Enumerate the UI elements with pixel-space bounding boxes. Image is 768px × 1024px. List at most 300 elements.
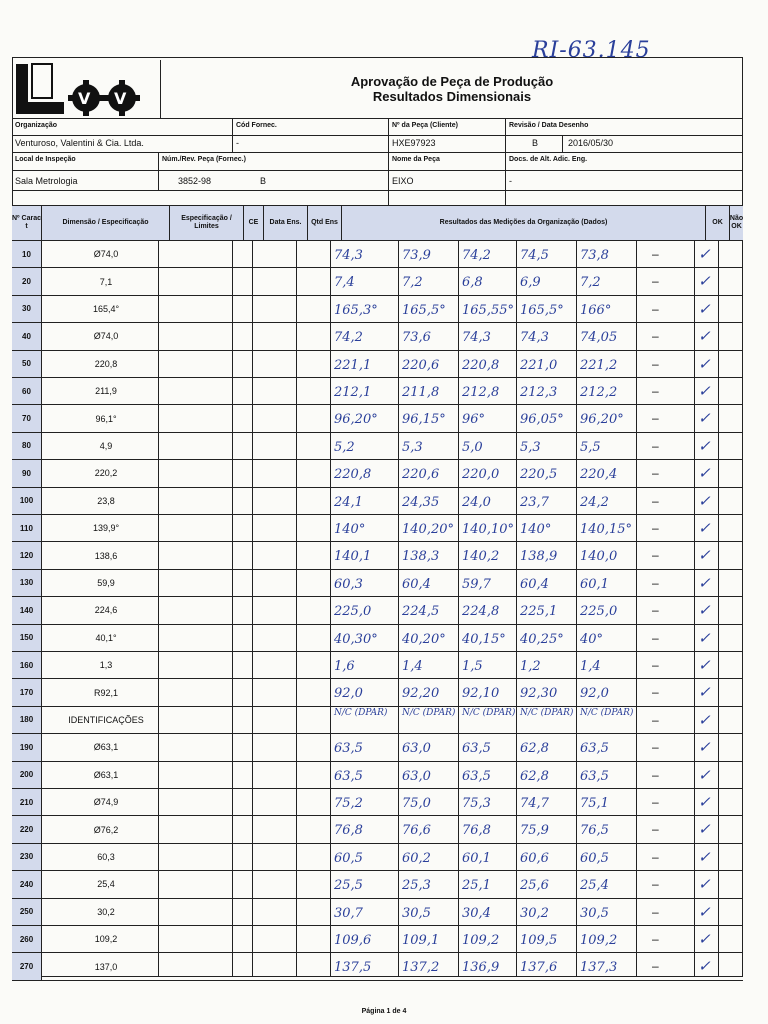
ok-check-icon: ✓ bbox=[698, 875, 711, 894]
measurement-value: 63,5 bbox=[334, 741, 363, 757]
measurement-value: 212,1 bbox=[334, 385, 372, 400]
data-desenho-value: 2016/05/30 bbox=[568, 138, 614, 148]
carac-number: 30 bbox=[12, 296, 42, 322]
dimension-spec: 7,1 bbox=[99, 276, 113, 287]
table-row bbox=[12, 707, 743, 734]
measurement-value: 74,05 bbox=[580, 330, 618, 346]
carac-number: 200 bbox=[12, 762, 42, 788]
dimension-spec: Ø74,0 bbox=[93, 331, 119, 342]
measurement-value: 96,20° bbox=[334, 412, 378, 428]
title-box bbox=[160, 60, 743, 118]
separator-dash: – bbox=[652, 849, 659, 864]
table-row bbox=[12, 734, 743, 761]
carac-number: 220 bbox=[12, 816, 42, 842]
measurement-value: 59,7 bbox=[462, 576, 491, 592]
measurement-value: 23,7 bbox=[520, 494, 549, 510]
carac-number: 250 bbox=[12, 899, 42, 925]
carac-number: 60 bbox=[12, 378, 42, 404]
separator-dash: – bbox=[652, 384, 659, 398]
separator-dash: – bbox=[652, 658, 659, 672]
carac-number: 130 bbox=[12, 570, 42, 596]
measurement-value: 92,0 bbox=[334, 686, 363, 702]
table-row bbox=[12, 351, 743, 378]
col-nao-ok: Não OK bbox=[729, 214, 744, 230]
separator-dash: – bbox=[652, 521, 659, 535]
measurement-value: 221,0 bbox=[520, 357, 558, 373]
ok-check-icon: ✓ bbox=[698, 793, 711, 811]
measurement-value: 225,0 bbox=[580, 604, 618, 620]
measurement-value: 109,5 bbox=[520, 933, 558, 948]
measurement-value: 165,5° bbox=[520, 302, 564, 318]
carac-number: 90 bbox=[12, 460, 42, 486]
carac-number: 50 bbox=[12, 351, 42, 377]
dimension-spec: 139,9° bbox=[92, 523, 120, 534]
measurement-value: 212,3 bbox=[520, 385, 558, 400]
measurement-value: 5,3 bbox=[520, 439, 541, 455]
table-row bbox=[12, 816, 743, 843]
measurement-value: 60,3 bbox=[334, 576, 363, 592]
col-ce: CE bbox=[244, 206, 264, 240]
table-row bbox=[12, 679, 743, 706]
measurement-value: 109,1 bbox=[402, 933, 440, 948]
dimension-spec: 59,9 bbox=[97, 577, 115, 588]
col-dimensao: Dimensão / Especificação bbox=[42, 206, 170, 240]
separator-dash: – bbox=[652, 329, 659, 344]
measurement-value: 1,5 bbox=[462, 659, 483, 674]
measurement-value: 140,20° bbox=[402, 522, 454, 537]
ok-check-icon: ✓ bbox=[698, 546, 711, 565]
measurement-value: 138,3 bbox=[402, 549, 440, 565]
dimension-spec: 224,6 bbox=[94, 605, 118, 616]
measurement-value: 76,6 bbox=[402, 823, 431, 839]
carac-number: 20 bbox=[12, 268, 42, 294]
num-value: 3852-98 bbox=[178, 176, 212, 186]
measurement-value: N/C (DPAR) bbox=[462, 707, 516, 718]
measurement-value: 40,30° bbox=[334, 631, 378, 647]
measurement-value: 7,2 bbox=[580, 275, 601, 291]
measurement-value: 40,25° bbox=[520, 631, 564, 647]
measurement-value: 137,5 bbox=[334, 960, 372, 976]
separator-dash: – bbox=[652, 466, 659, 481]
col-data-ens: Data Ens. bbox=[264, 206, 308, 240]
dimension-spec: 109,2 bbox=[94, 934, 118, 945]
measurement-value: 211,8 bbox=[402, 385, 440, 400]
col-ok: OK bbox=[706, 206, 730, 240]
table-row bbox=[12, 953, 743, 980]
n-peca-value: HXE97923 bbox=[392, 138, 436, 148]
dimension-spec: 220,8 bbox=[94, 358, 118, 369]
measurement-value: 75,1 bbox=[580, 796, 609, 811]
measurement-value: N/C (DPAR) bbox=[334, 707, 388, 718]
separator-dash: – bbox=[652, 438, 659, 453]
measurement-value: 5,5 bbox=[580, 439, 601, 455]
measurement-value: 165,3° bbox=[334, 302, 378, 318]
carac-number: 150 bbox=[12, 625, 42, 651]
measurement-value: 221,2 bbox=[580, 357, 618, 373]
table-row bbox=[12, 652, 743, 679]
cod-fornec-value: - bbox=[236, 138, 239, 148]
measurement-value: 225,0 bbox=[334, 604, 372, 620]
separator-dash: – bbox=[652, 274, 659, 289]
measurement-value: 25,5 bbox=[334, 878, 363, 894]
measurement-value: 75,9 bbox=[520, 823, 549, 839]
dimension-spec: 25,4 bbox=[97, 879, 115, 890]
separator-dash: – bbox=[652, 877, 659, 892]
dimension-spec: 137,0 bbox=[94, 961, 118, 972]
carac-number: 110 bbox=[12, 515, 42, 541]
measurement-value: 30,2 bbox=[520, 905, 549, 921]
measurement-value: 137,2 bbox=[402, 960, 440, 976]
carac-number: 10 bbox=[12, 241, 42, 267]
separator-dash: – bbox=[652, 904, 659, 919]
dimension-spec: 1,3 bbox=[99, 660, 113, 671]
measurement-value: 7,4 bbox=[334, 275, 355, 291]
carac-number: 40 bbox=[12, 323, 42, 349]
n-peca-label: Nº da Peça (Cliente) bbox=[392, 122, 458, 129]
measurement-value: 60,1 bbox=[462, 850, 491, 866]
ok-check-icon: ✓ bbox=[698, 738, 711, 757]
table-row bbox=[12, 460, 743, 487]
carac-number: 100 bbox=[12, 488, 42, 514]
dimension-spec: 211,9 bbox=[95, 386, 117, 397]
measurement-value: 24,2 bbox=[580, 494, 609, 510]
ok-check-icon: ✓ bbox=[698, 765, 711, 784]
dimension-spec: 96,1° bbox=[95, 413, 117, 424]
ok-check-icon: ✓ bbox=[698, 409, 711, 428]
carac-number: 120 bbox=[12, 542, 42, 568]
table-row bbox=[12, 296, 743, 323]
carac-number: 80 bbox=[12, 433, 42, 459]
measurement-value: 137,6 bbox=[520, 960, 558, 976]
table-row bbox=[12, 871, 743, 898]
measurement-value: 75,0 bbox=[402, 796, 431, 811]
docs-label: Docs. de Alt. Adic. Eng. bbox=[509, 156, 588, 163]
ok-check-icon: ✓ bbox=[698, 272, 711, 291]
revisao-label: Revisão / Data Desenho bbox=[509, 122, 589, 129]
measurement-value: 136,9 bbox=[462, 960, 500, 976]
col-num: Nº Carac t bbox=[12, 206, 42, 240]
separator-dash: – bbox=[652, 685, 659, 700]
dimension-spec: Ø63,1 bbox=[93, 769, 119, 780]
ok-check-icon: ✓ bbox=[698, 930, 711, 948]
measurement-value: 224,5 bbox=[402, 604, 440, 620]
measurement-value: 60,4 bbox=[520, 576, 549, 592]
measurement-value: 74,3 bbox=[520, 330, 549, 346]
ok-check-icon: ✓ bbox=[698, 656, 711, 674]
table-row bbox=[12, 762, 743, 789]
measurement-value: 63,5 bbox=[462, 741, 491, 757]
carac-number: 70 bbox=[12, 405, 42, 431]
ok-check-icon: ✓ bbox=[698, 601, 711, 620]
table-row bbox=[12, 405, 743, 432]
measurement-value: 1,4 bbox=[402, 659, 423, 674]
cod-fornec-label: Cód Fornec. bbox=[236, 122, 277, 129]
page-title: Aprovação de Peça de Produção bbox=[350, 74, 554, 89]
measurement-value: 96,20° bbox=[580, 412, 624, 428]
measurement-value: N/C (DPAR) bbox=[402, 707, 456, 718]
measurement-value: 40,15° bbox=[462, 631, 506, 647]
ok-check-icon: ✓ bbox=[698, 382, 711, 400]
ok-check-icon: ✓ bbox=[698, 354, 711, 373]
local-label: Local de Inspeção bbox=[15, 156, 76, 163]
svg-text:V: V bbox=[114, 89, 127, 108]
table-row bbox=[12, 378, 743, 405]
table-row bbox=[12, 542, 743, 569]
dimension-spec: Ø63,1 bbox=[93, 742, 119, 753]
measurement-value: 109,6 bbox=[334, 933, 372, 948]
measurement-value: 63,0 bbox=[402, 768, 431, 784]
measurement-value: 75,2 bbox=[334, 796, 363, 811]
measurement-value: 140,2 bbox=[462, 549, 500, 565]
rev-value: B bbox=[260, 176, 267, 186]
measurement-value: 220,6 bbox=[402, 467, 440, 483]
dimension-spec: 40,1° bbox=[95, 632, 117, 643]
separator-dash: – bbox=[652, 932, 659, 946]
table-row bbox=[12, 844, 743, 871]
measurement-value: 60,6 bbox=[520, 850, 549, 866]
measurement-value: 63,5 bbox=[462, 768, 491, 784]
separator-dash: – bbox=[652, 301, 659, 316]
carac-number: 240 bbox=[12, 871, 42, 897]
dimension-spec: Ø74,0 bbox=[93, 249, 119, 260]
separator-dash: – bbox=[652, 767, 659, 782]
carac-number: 270 bbox=[12, 953, 42, 979]
dimension-spec: 4,9 bbox=[99, 440, 113, 451]
column-header bbox=[12, 205, 743, 241]
measurement-value: 63,5 bbox=[334, 768, 363, 784]
ok-check-icon: ✓ bbox=[698, 710, 711, 729]
table-row bbox=[12, 488, 743, 515]
measurement-value: 73,8 bbox=[580, 248, 609, 263]
separator-dash: – bbox=[652, 603, 659, 618]
ok-check-icon: ✓ bbox=[698, 245, 711, 263]
measurement-value: 6,8 bbox=[462, 275, 483, 291]
measurement-value: 24,0 bbox=[462, 494, 491, 510]
measurement-value: 40,20° bbox=[402, 631, 446, 647]
measurement-value: 63,0 bbox=[402, 741, 431, 757]
separator-dash: – bbox=[652, 795, 659, 809]
measurement-value: 96,15° bbox=[402, 412, 446, 428]
measurement-value: 140,15° bbox=[580, 522, 632, 537]
measurement-value: 74,5 bbox=[520, 248, 549, 263]
measurement-value: 60,4 bbox=[402, 576, 431, 592]
separator-dash: – bbox=[652, 548, 659, 563]
ok-check-icon: ✓ bbox=[698, 464, 711, 483]
dimension-spec: 60,3 bbox=[97, 851, 115, 862]
page-number: Página 1 de 4 bbox=[361, 1008, 407, 1015]
carac-number: 170 bbox=[12, 679, 42, 705]
measurement-value: 62,8 bbox=[520, 768, 549, 784]
docs-value: - bbox=[509, 176, 512, 186]
ok-check-icon: ✓ bbox=[698, 299, 711, 318]
table-row bbox=[12, 789, 743, 816]
separator-dash: – bbox=[652, 493, 659, 508]
dimension-spec: 30,2 bbox=[97, 906, 115, 917]
dimension-spec: Ø74,9 bbox=[93, 797, 119, 808]
measurement-value: 1,4 bbox=[580, 659, 601, 674]
num-rev-label: Núm./Rev. Peça (Fornec.) bbox=[162, 156, 246, 163]
organizacao-value: Venturoso, Valentini & Cia. Ltda. bbox=[15, 138, 144, 148]
measurement-value: 220,8 bbox=[462, 357, 500, 373]
measurement-value: 30,4 bbox=[462, 905, 491, 921]
measurement-value: 76,8 bbox=[462, 823, 491, 839]
dimension-spec: 165,4° bbox=[92, 303, 120, 314]
measurement-value: 140,10° bbox=[462, 522, 514, 537]
document-reference: RI-63.145 bbox=[532, 38, 651, 63]
measurement-value: 212,2 bbox=[580, 385, 618, 400]
company-logo bbox=[14, 62, 154, 116]
measurement-value: 25,3 bbox=[402, 878, 431, 894]
measurement-value: 220,6 bbox=[402, 357, 440, 373]
ok-check-icon: ✓ bbox=[698, 957, 711, 976]
measurement-value: 92,30 bbox=[520, 686, 558, 702]
measurement-value: 140° bbox=[520, 522, 552, 537]
measurement-value: 75,3 bbox=[462, 796, 491, 811]
measurement-value: 166° bbox=[580, 302, 612, 318]
ok-check-icon: ✓ bbox=[698, 491, 711, 510]
measurement-value: 5,3 bbox=[402, 439, 423, 455]
dimension-spec: Ø76,2 bbox=[93, 824, 119, 835]
measurement-value: 74,3 bbox=[334, 248, 363, 263]
measurement-value: N/C (DPAR) bbox=[580, 707, 634, 718]
measurement-value: 1,2 bbox=[520, 659, 541, 674]
page-subtitle: Resultados Dimensionais bbox=[372, 89, 532, 104]
separator-dash: – bbox=[652, 822, 659, 837]
separator-dash: – bbox=[652, 575, 659, 590]
measurement-value: 140,0 bbox=[580, 549, 618, 565]
separator-dash: – bbox=[652, 712, 659, 727]
measurement-value: 96,05° bbox=[520, 412, 564, 428]
measurement-value: 25,1 bbox=[462, 878, 491, 894]
measurement-value: 220,4 bbox=[580, 467, 618, 483]
ok-check-icon: ✓ bbox=[698, 902, 711, 921]
measurement-value: 92,20 bbox=[402, 686, 440, 702]
measurement-value: 137,3 bbox=[580, 960, 618, 976]
measurement-value: 74,2 bbox=[334, 330, 363, 346]
measurement-value: 63,5 bbox=[580, 768, 609, 784]
measurement-value: 220,8 bbox=[334, 467, 372, 483]
measurement-value: 30,5 bbox=[402, 905, 431, 921]
measurement-value: 138,9 bbox=[520, 549, 558, 565]
nome-peca-label: Nome da Peça bbox=[392, 156, 440, 163]
measurement-value: 140,1 bbox=[334, 549, 372, 565]
measurement-value: 92,0 bbox=[580, 686, 609, 702]
separator-dash: – bbox=[652, 740, 659, 755]
carac-number: 140 bbox=[12, 597, 42, 623]
measurement-value: 24,1 bbox=[334, 494, 363, 510]
measurement-value: 1,6 bbox=[334, 659, 355, 674]
carac-number: 180 bbox=[12, 707, 42, 733]
measurement-value: 212,8 bbox=[462, 385, 500, 400]
measurement-value: 96° bbox=[462, 412, 486, 428]
col-especificacao: Especificação / Limites bbox=[170, 206, 244, 240]
measurement-value: 140° bbox=[334, 522, 366, 537]
measurement-value: 76,8 bbox=[334, 823, 363, 839]
ok-check-icon: ✓ bbox=[698, 628, 711, 647]
col-qtd-ens: Qtd Ens bbox=[308, 206, 342, 240]
measurement-value: 73,9 bbox=[402, 248, 431, 263]
ok-check-icon: ✓ bbox=[698, 820, 711, 839]
ok-check-icon: ✓ bbox=[698, 847, 711, 866]
measurement-value: 25,6 bbox=[520, 878, 549, 894]
measurement-value: 60,2 bbox=[402, 850, 431, 866]
local-value: Sala Metrologia bbox=[15, 176, 78, 186]
organizacao-label: Organização bbox=[15, 122, 58, 129]
measurement-value: 60,5 bbox=[334, 850, 363, 866]
measurement-value: 5,0 bbox=[462, 439, 483, 455]
ok-check-icon: ✓ bbox=[698, 683, 711, 702]
table-row bbox=[12, 515, 743, 542]
dimension-spec: IDENTIFICAÇÕES bbox=[68, 714, 144, 725]
measurement-value: 60,1 bbox=[580, 576, 609, 592]
separator-dash: – bbox=[652, 247, 659, 261]
revisao-value: B bbox=[532, 138, 539, 148]
measurement-value: 24,35 bbox=[402, 494, 440, 510]
measurement-value: 73,6 bbox=[402, 330, 431, 346]
measurement-value: 220,5 bbox=[520, 467, 558, 483]
table-row bbox=[12, 597, 743, 624]
carac-number: 230 bbox=[12, 844, 42, 870]
measurement-value: 6,9 bbox=[520, 275, 541, 291]
dimension-spec: 23,8 bbox=[97, 495, 115, 506]
measurement-value: 5,2 bbox=[334, 439, 355, 455]
measurement-value: 62,8 bbox=[520, 741, 549, 757]
measurement-value: 109,2 bbox=[580, 933, 618, 948]
measurement-value: 63,5 bbox=[580, 741, 609, 757]
ok-check-icon: ✓ bbox=[698, 519, 711, 537]
dimension-spec: 220,2 bbox=[94, 468, 118, 479]
measurement-value: 220,0 bbox=[462, 467, 500, 483]
measurement-value: 225,1 bbox=[520, 604, 558, 620]
table-row bbox=[12, 433, 743, 460]
measurement-value: 7,2 bbox=[402, 275, 423, 291]
carac-number: 160 bbox=[12, 652, 42, 678]
measurement-value: 109,2 bbox=[462, 933, 500, 948]
separator-dash: – bbox=[652, 630, 659, 645]
measurement-value: 74,3 bbox=[462, 330, 491, 346]
table-row bbox=[12, 625, 743, 652]
ok-check-icon: ✓ bbox=[698, 436, 711, 455]
table-row bbox=[12, 268, 743, 295]
measurement-value: 74,7 bbox=[520, 796, 549, 811]
measurement-value: 76,5 bbox=[580, 823, 609, 839]
table-row bbox=[12, 570, 743, 597]
carac-number: 190 bbox=[12, 734, 42, 760]
separator-dash: – bbox=[652, 356, 659, 371]
measurement-value: 60,5 bbox=[580, 850, 609, 866]
ok-check-icon: ✓ bbox=[698, 573, 711, 592]
table-row bbox=[12, 926, 743, 953]
measurement-value: 224,8 bbox=[462, 604, 500, 620]
measurement-value: 165,55° bbox=[462, 302, 514, 318]
carac-number: 260 bbox=[12, 926, 42, 952]
table-row bbox=[12, 241, 743, 268]
measurement-value: 221,1 bbox=[334, 357, 372, 373]
separator-dash: – bbox=[652, 959, 659, 974]
measurement-value: 74,2 bbox=[462, 248, 491, 263]
table-row bbox=[12, 323, 743, 350]
col-resultados: Resultados das Medições da Organização (Dados) bbox=[342, 206, 706, 240]
measurement-value: 40° bbox=[580, 631, 604, 647]
measurement-value: N/C (DPAR) bbox=[520, 707, 574, 718]
nome-peca-value: EIXO bbox=[392, 176, 414, 186]
ok-check-icon: ✓ bbox=[698, 327, 711, 346]
measurement-value: 92,10 bbox=[462, 686, 500, 702]
measurement-value: 25,4 bbox=[580, 878, 609, 894]
dimension-spec: 138,6 bbox=[94, 550, 118, 561]
measurement-value: 30,7 bbox=[334, 905, 363, 921]
carac-number: 210 bbox=[12, 789, 42, 815]
